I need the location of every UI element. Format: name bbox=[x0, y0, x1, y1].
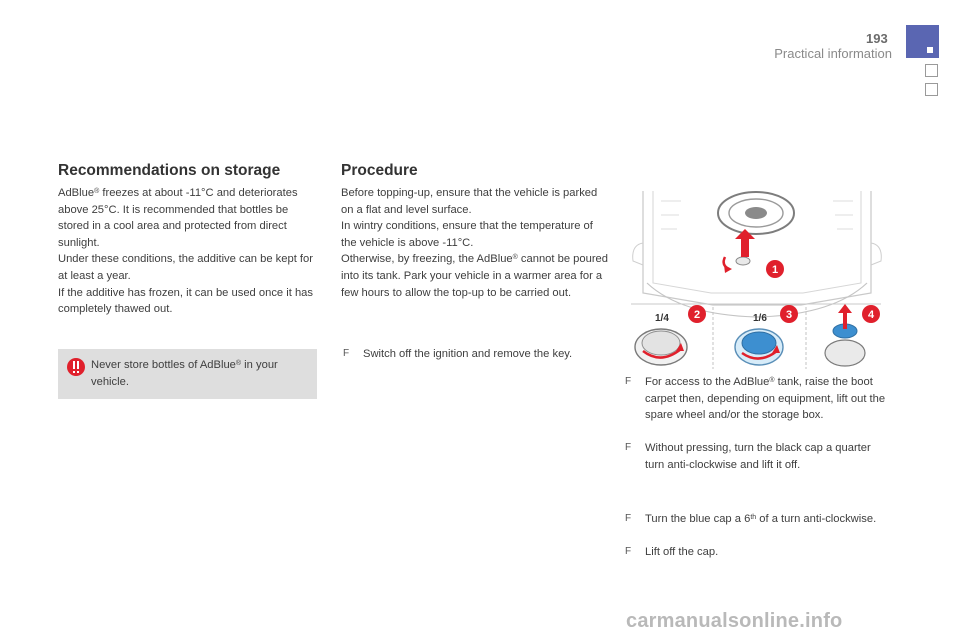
step-switch-off: F Switch off the ignition and remove the key. bbox=[341, 346, 611, 363]
storage-text bbox=[58, 185, 322, 318]
step-blue-cap: F Turn the blue cap a 6th of a turn anti-clockwise. bbox=[623, 511, 893, 528]
section-title: Practical information bbox=[774, 46, 892, 61]
step-bullet-icon: F bbox=[343, 348, 350, 359]
step-access-tank: F For access to the AdBlue® tank, raise the boot carpet then, depending on equipment, lift out the spare wheel and/or the storage box. bbox=[625, 376, 886, 422]
procedure-para-3: Otherwise, by freezing, the AdBlue® cannot be poured into its tank. Park your vehicle in a warmer area for a few hours to allow the top-up to be carried out. bbox=[341, 253, 609, 299]
section-tab-active[interactable] bbox=[906, 25, 939, 58]
fraction-quarter-label: 1/4 bbox=[655, 313, 669, 324]
warning-box bbox=[58, 349, 317, 399]
storage-para-2: Under these conditions, the additive can be kept for at least a year. bbox=[58, 253, 313, 282]
marker-1: 1 bbox=[771, 264, 779, 276]
section-tab-2[interactable] bbox=[925, 83, 938, 96]
storage-heading: Recommendations on storage bbox=[58, 162, 281, 179]
marker-4: 4 bbox=[867, 309, 875, 321]
step-black-cap: F Without pressing, turn the black cap a quarter turn anti-clockwise and lift it off. bbox=[625, 442, 871, 471]
procedure-para-1: Before topping-up, ensure that the vehicle is parked on a flat and level surface. bbox=[341, 187, 598, 216]
storage-para-1: AdBlue® freezes at about -11°C and deteriorates above 25°C. It is recommended that bottles be stored in a cool area and protected from direct sunlight. bbox=[58, 187, 298, 249]
adblue-filler-illustration bbox=[621, 183, 891, 371]
warning-icon bbox=[67, 358, 85, 376]
storage-para-3: If the additive has frozen, it can be used once it has completely thawed out. bbox=[58, 286, 313, 316]
procedure-text bbox=[341, 185, 611, 301]
marker-3: 3 bbox=[785, 309, 793, 321]
tab-dot bbox=[927, 47, 933, 53]
procedure-heading: Procedure bbox=[341, 162, 418, 179]
step-bullet-icon: F bbox=[625, 513, 632, 524]
marker-2: 2 bbox=[693, 309, 701, 321]
warning-text: Never store bottles of AdBlue® in your vehicle. bbox=[91, 359, 278, 388]
step-lift-cap: F Lift off the cap. bbox=[623, 544, 893, 561]
watermark: carmanualsonline.info bbox=[626, 610, 843, 632]
page-number: 193 bbox=[866, 31, 888, 46]
step-bullet-icon: F bbox=[625, 546, 632, 557]
step-bullet-icon: F bbox=[625, 442, 632, 453]
procedure-para-2: In wintry conditions, ensure that the temperature of the vehicle is above -11°C. bbox=[341, 220, 593, 249]
fraction-sixth-label: 1/6 bbox=[753, 313, 767, 324]
step-bullet-icon: F bbox=[625, 376, 632, 387]
section-tab-1[interactable] bbox=[925, 64, 938, 77]
